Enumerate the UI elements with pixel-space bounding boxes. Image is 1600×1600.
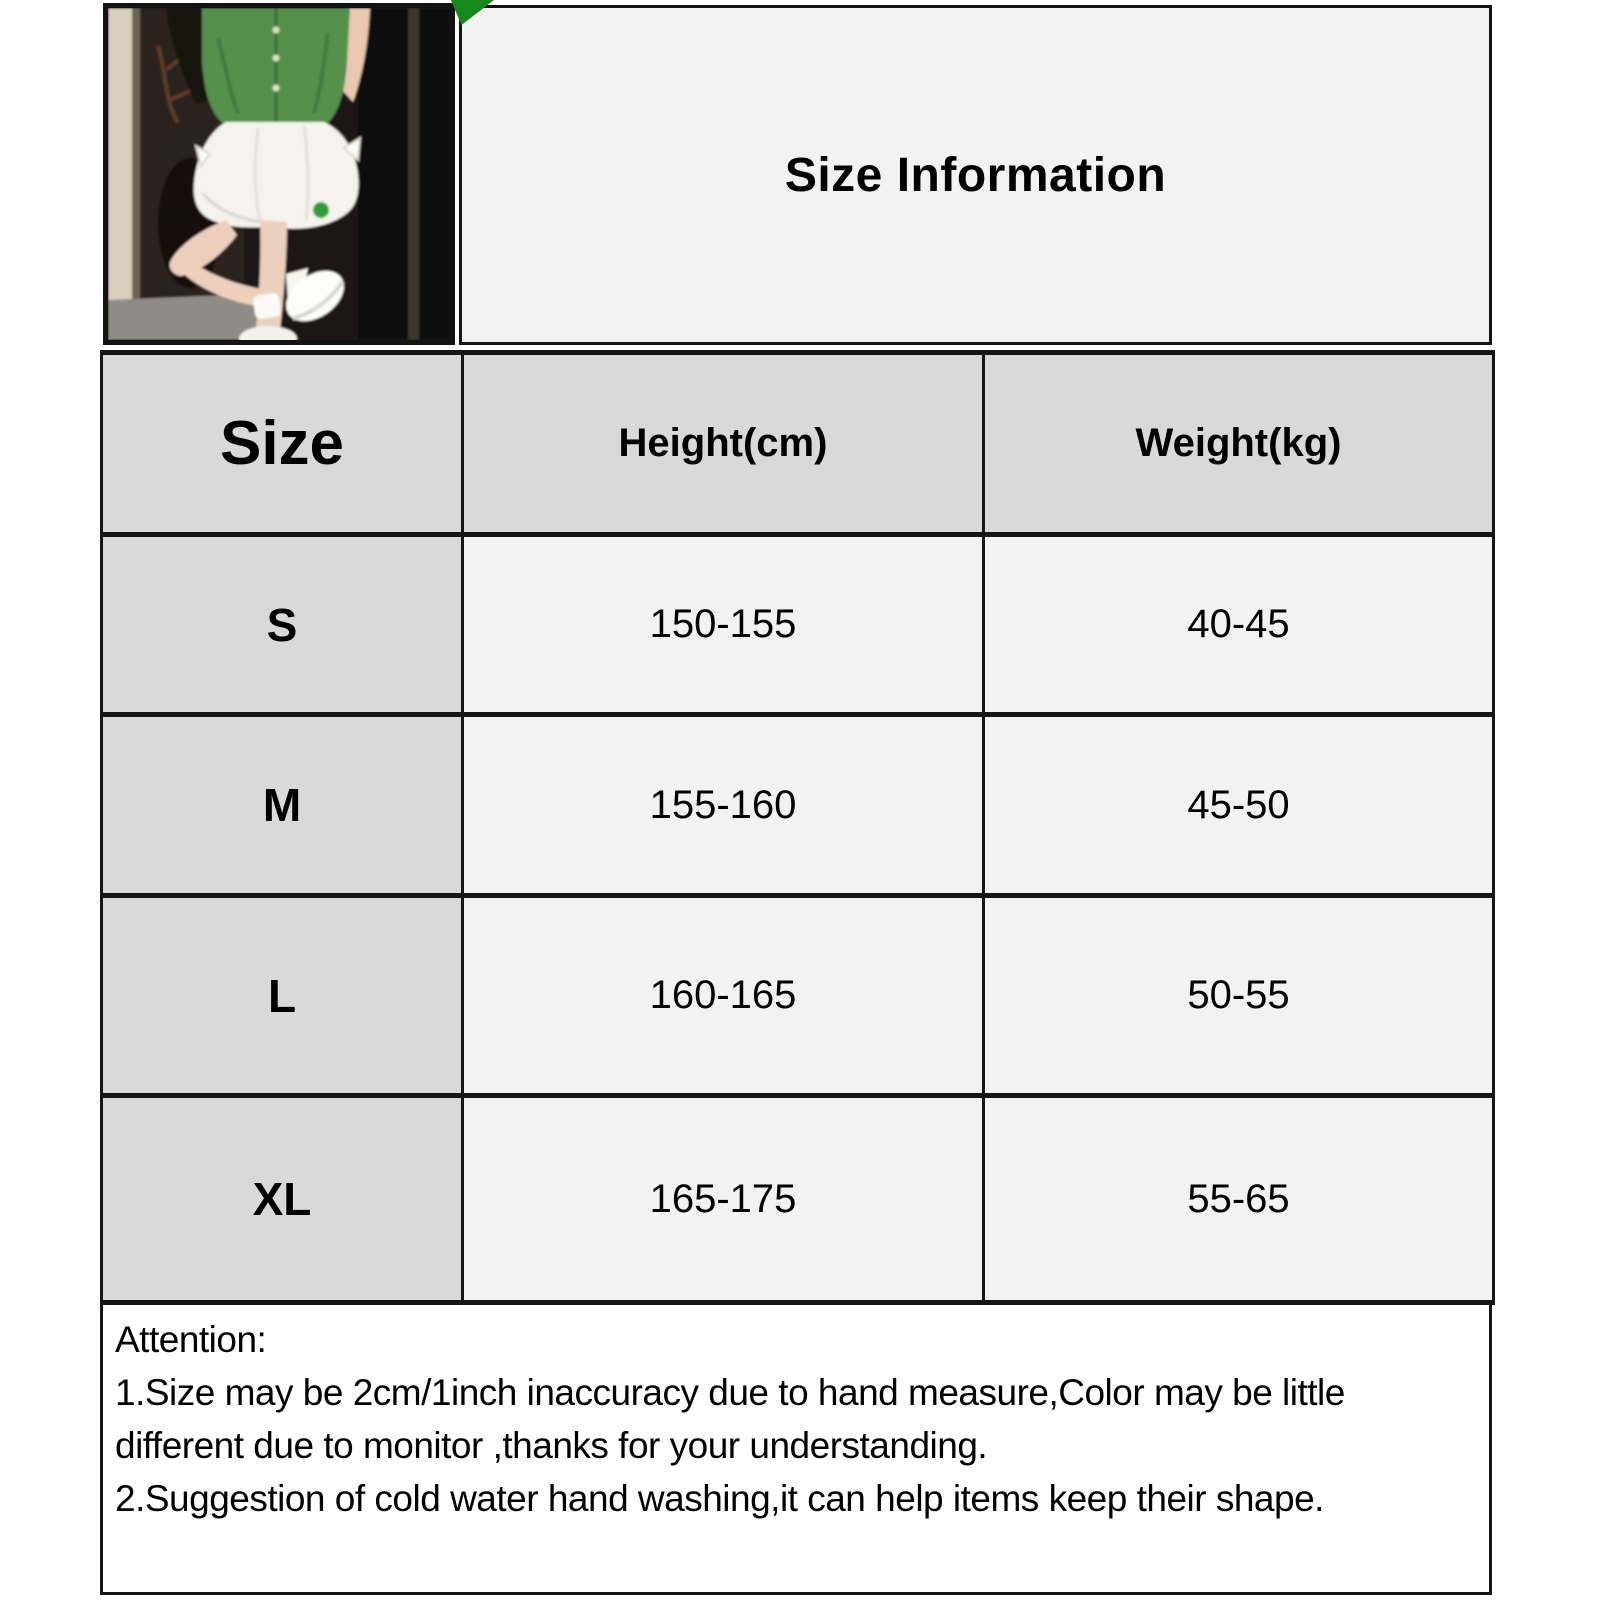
table-row <box>102 715 1494 896</box>
size-table <box>100 350 1495 1305</box>
attention-line: different due to monitor ,thanks for your understanding. <box>115 1425 988 1466</box>
weight-value: 50-55 <box>984 896 1494 1096</box>
title-cell <box>459 5 1492 345</box>
header-size: Size <box>102 353 463 535</box>
attention-box <box>100 1302 1492 1595</box>
height-value: 150-155 <box>463 535 984 715</box>
page-title: Size Information <box>784 148 1167 202</box>
table-row <box>102 1096 1494 1303</box>
height-value: 165-175 <box>463 1096 984 1303</box>
table-row <box>102 896 1494 1096</box>
size-label: XL <box>102 1096 463 1303</box>
attention-line: 1.Size may be 2cm/1inch inaccuracy due to hand measure,Color may be little <box>115 1372 1345 1413</box>
product-photo-image <box>108 8 450 340</box>
table-row <box>102 535 1494 715</box>
attention-line: 2.Suggestion of cold water hand washing,it can help items keep their shape. <box>115 1478 1324 1519</box>
header-weight: Weight(kg) <box>984 353 1494 535</box>
table-header-row <box>102 353 1494 535</box>
model-skirt <box>194 122 360 229</box>
model-shirt <box>202 8 350 127</box>
size-label: S <box>102 535 463 715</box>
weight-value: 45-50 <box>984 715 1494 896</box>
height-value: 160-165 <box>463 896 984 1096</box>
weight-value: 40-45 <box>984 535 1494 715</box>
attention-heading: Attention: <box>115 1319 267 1360</box>
height-value: 155-160 <box>463 715 984 896</box>
green-charm <box>313 202 329 218</box>
photo-scene <box>108 8 450 340</box>
product-photo <box>103 3 455 345</box>
size-label: M <box>102 715 463 896</box>
size-label: L <box>102 896 463 1096</box>
header-height: Height(cm) <box>463 353 984 535</box>
weight-value: 55-65 <box>984 1096 1494 1303</box>
